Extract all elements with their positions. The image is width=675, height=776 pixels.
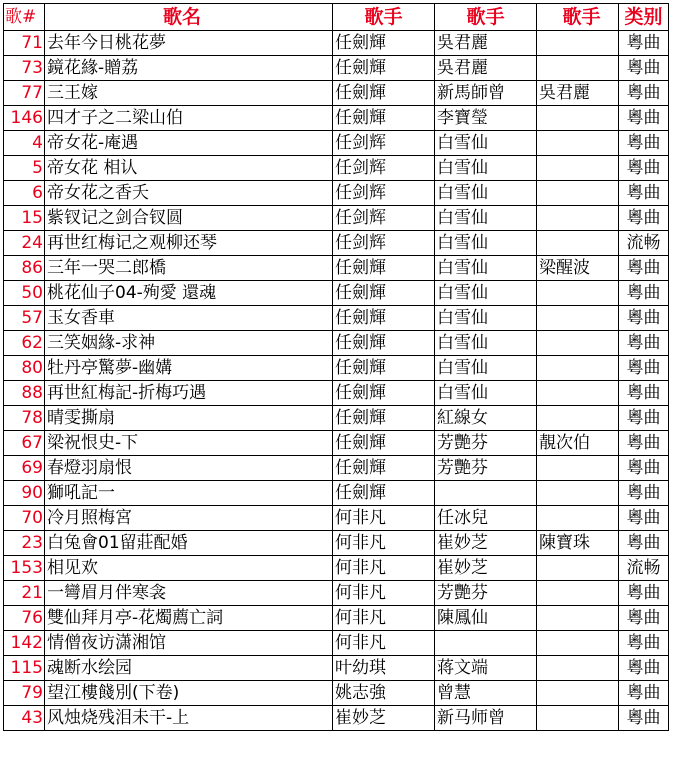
category: 粵曲 (619, 331, 669, 356)
category: 粵曲 (619, 631, 669, 656)
category: 粵曲 (619, 181, 669, 206)
singer-3: 陳寶珠 (537, 531, 619, 556)
table-row (4, 431, 669, 456)
song-title: 桃花仙子04-殉愛 還魂 (45, 281, 333, 306)
song-table (3, 3, 669, 731)
song-number: 43 (4, 706, 45, 731)
song-title: 三王嫁 (45, 81, 333, 106)
singer-1: 任劍輝 (333, 406, 435, 431)
singer-2: 芳艷芬 (435, 581, 537, 606)
singer-1: 任劍輝 (333, 281, 435, 306)
category: 粵曲 (619, 56, 669, 81)
singer-2: 白雪仙 (435, 381, 537, 406)
singer-1: 任劍輝 (333, 481, 435, 506)
singer-1: 任劍輝 (333, 56, 435, 81)
singer-3: 靚次伯 (537, 431, 619, 456)
category: 粵曲 (619, 506, 669, 531)
singer-3 (537, 31, 619, 56)
song-title: 帝女花之香夭 (45, 181, 333, 206)
singer-3 (537, 356, 619, 381)
singer-3 (537, 231, 619, 256)
singer-1: 任劍輝 (333, 31, 435, 56)
singer-3 (537, 506, 619, 531)
category: 粵曲 (619, 306, 669, 331)
song-number: 5 (4, 156, 45, 181)
singer-2 (435, 631, 537, 656)
category: 粵曲 (619, 431, 669, 456)
song-title: 紫钗记之剑合钗圆 (45, 206, 333, 231)
singer-3 (537, 631, 619, 656)
singer-3 (537, 456, 619, 481)
table-row (4, 231, 669, 256)
singer-1: 叶幼琪 (333, 656, 435, 681)
singer-2: 白雪仙 (435, 131, 537, 156)
song-title: 玉女香車 (45, 306, 333, 331)
singer-2: 白雪仙 (435, 181, 537, 206)
singer-1: 何非凡 (333, 581, 435, 606)
singer-2: 吳君麗 (435, 56, 537, 81)
singer-1: 任剑辉 (333, 131, 435, 156)
song-title: 鏡花緣-贈荔 (45, 56, 333, 81)
song-number: 79 (4, 681, 45, 706)
song-number: 23 (4, 531, 45, 556)
table-row (4, 56, 669, 81)
category: 流畅 (619, 231, 669, 256)
table-row (4, 406, 669, 431)
singer-2: 崔妙芝 (435, 531, 537, 556)
header-category: 类别 (619, 4, 669, 31)
singer-2: 白雪仙 (435, 306, 537, 331)
singer-2: 芳艷芬 (435, 456, 537, 481)
song-number: 153 (4, 556, 45, 581)
song-title: 白兔會01留莊配婚 (45, 531, 333, 556)
song-number: 69 (4, 456, 45, 481)
table-row (4, 531, 669, 556)
song-number: 86 (4, 256, 45, 281)
song-title: 帝女花-庵遇 (45, 131, 333, 156)
song-number: 62 (4, 331, 45, 356)
song-number: 142 (4, 631, 45, 656)
category: 粵曲 (619, 81, 669, 106)
song-number: 6 (4, 181, 45, 206)
category: 粵曲 (619, 256, 669, 281)
singer-2: 吳君麗 (435, 31, 537, 56)
singer-2: 李寶瑩 (435, 106, 537, 131)
singer-2: 曾慧 (435, 681, 537, 706)
singer-3 (537, 131, 619, 156)
table-row (4, 81, 669, 106)
category: 粵曲 (619, 706, 669, 731)
singer-2: 白雪仙 (435, 281, 537, 306)
song-number: 21 (4, 581, 45, 606)
singer-2: 陳鳳仙 (435, 606, 537, 631)
song-number: 15 (4, 206, 45, 231)
song-title: 风烛烧残泪未干-上 (45, 706, 333, 731)
song-title: 牡丹亭驚夢-幽媾 (45, 356, 333, 381)
singer-3 (537, 181, 619, 206)
category: 流畅 (619, 556, 669, 581)
category: 粵曲 (619, 531, 669, 556)
singer-2: 任冰兒 (435, 506, 537, 531)
table-body (4, 31, 669, 731)
category: 粵曲 (619, 581, 669, 606)
header-song: 歌名 (45, 4, 333, 31)
category: 粵曲 (619, 456, 669, 481)
song-title: 情僧夜访潇湘馆 (45, 631, 333, 656)
song-title: 春燈羽扇恨 (45, 456, 333, 481)
song-number: 80 (4, 356, 45, 381)
singer-3 (537, 106, 619, 131)
song-title: 去年今日桃花夢 (45, 31, 333, 56)
song-title: 梁祝恨史-下 (45, 431, 333, 456)
category: 粵曲 (619, 281, 669, 306)
singer-3 (537, 481, 619, 506)
category: 粵曲 (619, 31, 669, 56)
singer-1: 何非凡 (333, 606, 435, 631)
song-title: 一彎眉月伴寒衾 (45, 581, 333, 606)
singer-1: 任劍輝 (333, 331, 435, 356)
category: 粵曲 (619, 481, 669, 506)
song-title: 三笑姻緣-求神 (45, 331, 333, 356)
header-row (4, 4, 669, 31)
table-row (4, 206, 669, 231)
song-number: 57 (4, 306, 45, 331)
table-row (4, 106, 669, 131)
singer-1: 任劍輝 (333, 306, 435, 331)
singer-1: 何非凡 (333, 506, 435, 531)
singer-3: 梁醒波 (537, 256, 619, 281)
song-number: 71 (4, 31, 45, 56)
song-title: 望江樓餞別(下卷) (45, 681, 333, 706)
singer-2: 紅線女 (435, 406, 537, 431)
table-row (4, 631, 669, 656)
singer-2: 白雪仙 (435, 231, 537, 256)
song-number: 4 (4, 131, 45, 156)
table-row (4, 481, 669, 506)
song-number: 67 (4, 431, 45, 456)
singer-3 (537, 606, 619, 631)
category: 粵曲 (619, 206, 669, 231)
singer-2: 新马师曾 (435, 706, 537, 731)
singer-1: 崔妙芝 (333, 706, 435, 731)
category: 粵曲 (619, 656, 669, 681)
singer-3 (537, 406, 619, 431)
singer-1: 任劍輝 (333, 381, 435, 406)
song-number: 24 (4, 231, 45, 256)
table-row (4, 306, 669, 331)
song-title: 四才子之二梁山伯 (45, 106, 333, 131)
song-title: 晴雯撕扇 (45, 406, 333, 431)
singer-2: 芳艷芬 (435, 431, 537, 456)
song-title: 三年一哭二郎橋 (45, 256, 333, 281)
singer-3 (537, 281, 619, 306)
singer-3 (537, 331, 619, 356)
singer-3 (537, 656, 619, 681)
category: 粵曲 (619, 131, 669, 156)
category: 粵曲 (619, 156, 669, 181)
song-number: 146 (4, 106, 45, 131)
singer-1: 任劍輝 (333, 456, 435, 481)
singer-1: 任剑辉 (333, 181, 435, 206)
table-row (4, 181, 669, 206)
category: 粵曲 (619, 406, 669, 431)
table-row (4, 356, 669, 381)
song-number: 90 (4, 481, 45, 506)
header-singer-2: 歌手 (435, 4, 537, 31)
table-row (4, 281, 669, 306)
table-row (4, 506, 669, 531)
song-number: 88 (4, 381, 45, 406)
singer-1: 任劍輝 (333, 106, 435, 131)
category: 粵曲 (619, 681, 669, 706)
song-number: 78 (4, 406, 45, 431)
song-title: 相见欢 (45, 556, 333, 581)
singer-1: 何非凡 (333, 631, 435, 656)
song-number: 73 (4, 56, 45, 81)
singer-1: 任劍輝 (333, 81, 435, 106)
song-number: 70 (4, 506, 45, 531)
table-row (4, 331, 669, 356)
song-number: 115 (4, 656, 45, 681)
song-title: 帝女花 相认 (45, 156, 333, 181)
singer-1: 任劍輝 (333, 356, 435, 381)
song-title: 雙仙拜月亭-花燭薦亡詞 (45, 606, 333, 631)
singer-2: 白雪仙 (435, 156, 537, 181)
singer-2: 崔妙芝 (435, 556, 537, 581)
singer-1: 何非凡 (333, 556, 435, 581)
table-row (4, 581, 669, 606)
singer-1: 任剑辉 (333, 156, 435, 181)
singer-2: 白雪仙 (435, 331, 537, 356)
category: 粵曲 (619, 606, 669, 631)
singer-3 (537, 556, 619, 581)
table-row (4, 606, 669, 631)
table-row (4, 706, 669, 731)
table-row (4, 156, 669, 181)
singer-3 (537, 56, 619, 81)
singer-1: 姚志強 (333, 681, 435, 706)
singer-3 (537, 306, 619, 331)
singer-3 (537, 156, 619, 181)
singer-2: 白雪仙 (435, 356, 537, 381)
singer-3 (537, 206, 619, 231)
singer-3: 吳君麗 (537, 81, 619, 106)
category: 粵曲 (619, 106, 669, 131)
singer-2: 白雪仙 (435, 256, 537, 281)
song-title: 冷月照梅宮 (45, 506, 333, 531)
singer-2: 新馬師曾 (435, 81, 537, 106)
singer-3 (537, 681, 619, 706)
song-number: 50 (4, 281, 45, 306)
table-row (4, 656, 669, 681)
singer-1: 何非凡 (333, 531, 435, 556)
song-number: 77 (4, 81, 45, 106)
header-singer-3: 歌手 (537, 4, 619, 31)
table-row (4, 681, 669, 706)
table-row (4, 556, 669, 581)
song-title: 再世紅梅記-折梅巧遇 (45, 381, 333, 406)
song-title: 魂断水绘园 (45, 656, 333, 681)
singer-3 (537, 581, 619, 606)
singer-2 (435, 481, 537, 506)
table-row (4, 31, 669, 56)
singer-1: 任劍輝 (333, 431, 435, 456)
singer-3 (537, 381, 619, 406)
table-row (4, 256, 669, 281)
table-row (4, 456, 669, 481)
song-title: 獅吼記一 (45, 481, 333, 506)
singer-3 (537, 706, 619, 731)
category: 粵曲 (619, 356, 669, 381)
singer-1: 任劍輝 (333, 256, 435, 281)
song-title: 再世红梅记之观柳还琴 (45, 231, 333, 256)
table-row (4, 131, 669, 156)
header-singer-1: 歌手 (333, 4, 435, 31)
song-number: 76 (4, 606, 45, 631)
table-row (4, 381, 669, 406)
singer-1: 任剑辉 (333, 206, 435, 231)
category: 粵曲 (619, 381, 669, 406)
header-num: 歌# (4, 4, 45, 31)
singer-1: 任剑辉 (333, 231, 435, 256)
singer-2: 白雪仙 (435, 206, 537, 231)
singer-2: 蒋文端 (435, 656, 537, 681)
